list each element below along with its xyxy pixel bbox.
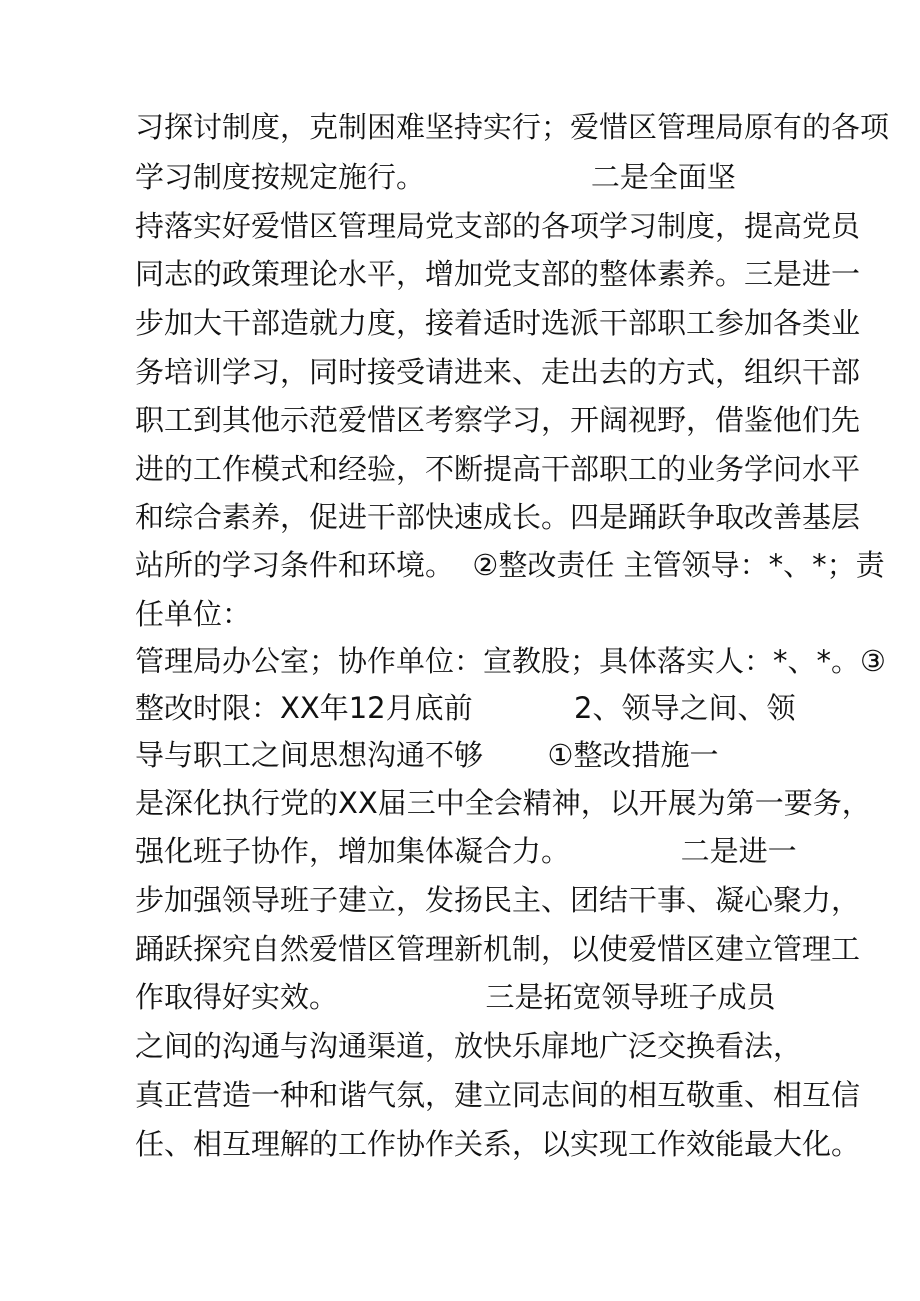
text-line: 管理局办公室；协作单位：宣教股；具体落实人：*、*。③ <box>135 644 886 678</box>
text-line: 持落实好爱惜区管理局党支部的各项学习制度，提高党员 <box>135 209 861 243</box>
text-line: 同志的政策理论水平，增加党支部的整体素养。三是进一 <box>135 257 861 291</box>
text-line: 步加强领导班子建立，发扬民主、团结干事、凝心聚力， <box>135 883 861 917</box>
text-line: 务培训学习，同时接受请进来、走出去的方式，组织干部 <box>135 355 861 389</box>
text-line: 站所的学习条件和环境。 ②整改责任 主管领导：*、*；责 <box>135 548 885 582</box>
text-line: 强化班子协作，增加集体凝合力。 二是进一 <box>135 834 797 868</box>
text-line: 作取得好实效。 三是拓宽领导班子成员 <box>135 980 776 1014</box>
text-line: 真正营造一种和谐气氛，建立同志间的相互敬重、相互信 <box>135 1078 861 1112</box>
text-line: 进的工作模式和经验，不断提高干部职工的业务学问水平 <box>135 452 861 486</box>
text-line: 整改时限：XX年12月底前 2、领导之间、领 <box>135 691 796 725</box>
text-line: 和综合素养，促进干部快速成长。四是踊跃争取改善基层 <box>135 500 861 534</box>
text-line: 之间的沟通与沟通渠道，放快乐扉地广泛交换看法， <box>135 1029 803 1063</box>
text-line: 任、相互理解的工作协作关系，以实现工作效能最大化。 <box>135 1127 861 1161</box>
text-line: 习探讨制度，克制困难坚持实行；爱惜区管理局原有的各项 <box>135 110 890 144</box>
text-line: 职工到其他示范爱惜区考察学习，开阔视野，借鉴他们先 <box>135 403 861 437</box>
text-line: 踊跃探究自然爱惜区管理新机制，以使爱惜区建立管理工 <box>135 932 861 966</box>
text-line: 步加大干部造就力度，接着适时选派干部职工参加各类业 <box>135 306 861 340</box>
text-line: 学习制度按规定施行。 二是全面坚 <box>135 160 736 194</box>
text-line: 是深化执行党的XX届三中全会精神，以开展为第一要务， <box>135 786 871 820</box>
text-line: 任单位： <box>135 597 252 631</box>
text-line: 导与职工之间思想沟通不够 ①整改措施一 <box>135 738 719 772</box>
